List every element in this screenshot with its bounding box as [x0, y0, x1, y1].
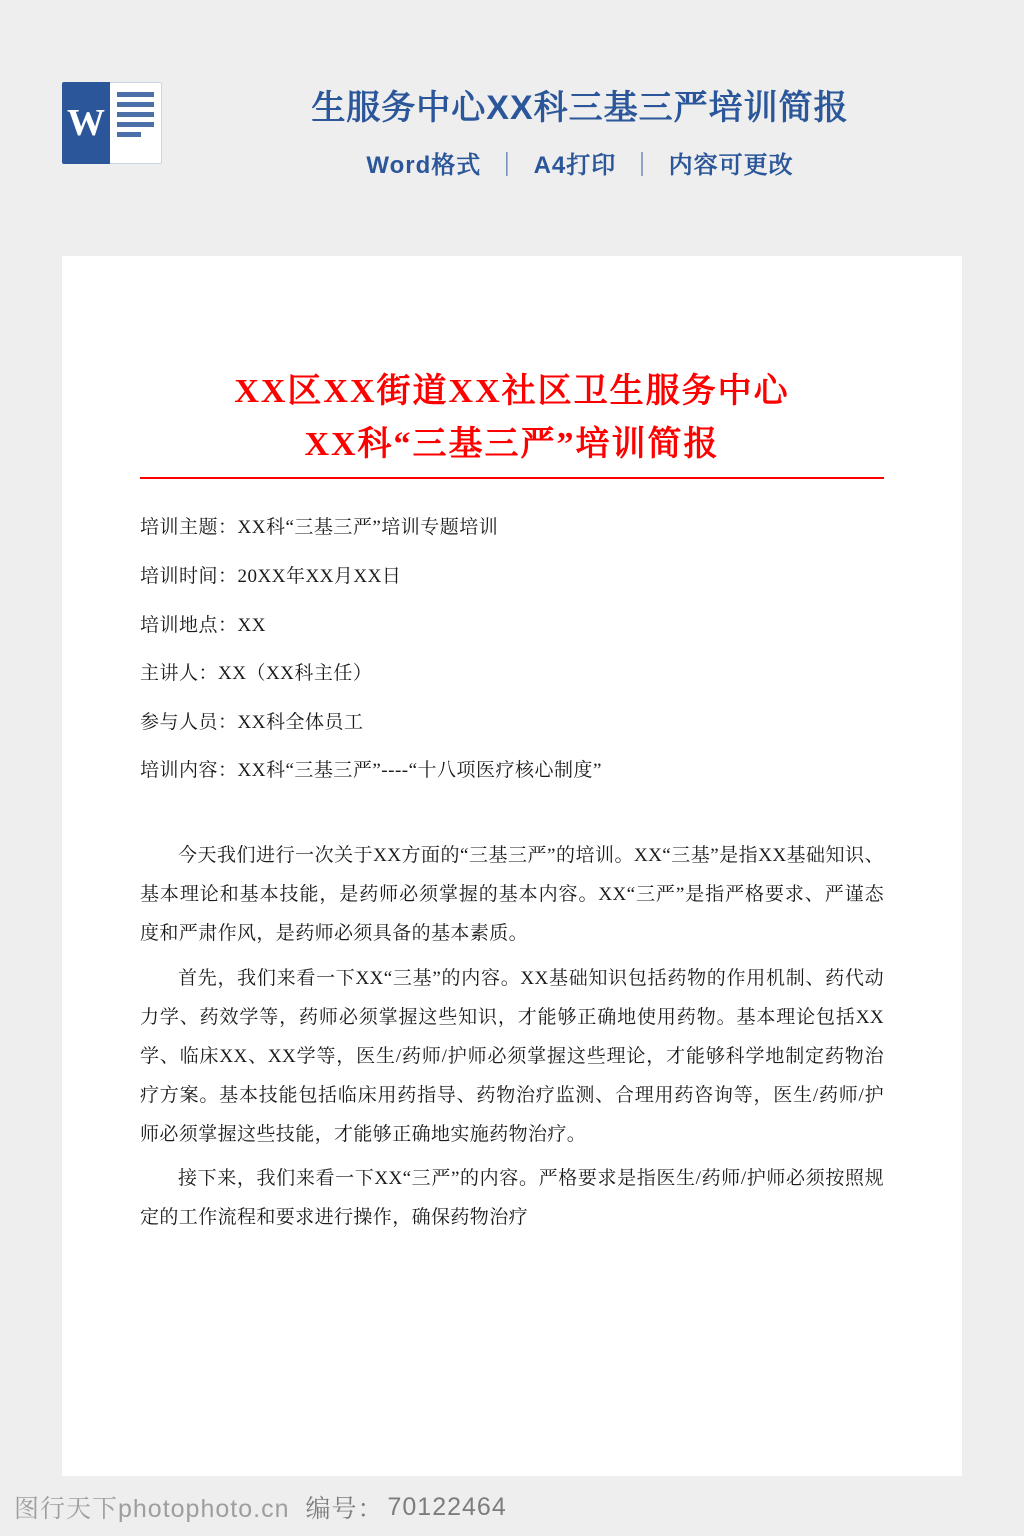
- header-sub-format: Word格式: [366, 151, 482, 179]
- meta-item-topic: 培训主题：XX科“三基三严”培训专题培训: [140, 517, 499, 539]
- header-sub-print: A4打印: [533, 151, 617, 179]
- document-title: [140, 366, 884, 471]
- body-paragraph-3: 接下来，我们来看一下XX“三严”的内容。严格要求是指医生/药师/护师必须按照规定的工作流程和要求进行操作，确保药物治疗: [140, 1168, 884, 1229]
- document-body: [140, 837, 884, 1238]
- header-title: 生服务中心XX科三基三严培训简报: [311, 89, 849, 127]
- watermark-site-name: 图行天下photophoto.cn: [14, 1495, 290, 1523]
- header-text-block: [180, 88, 980, 180]
- word-logo-icon: [62, 82, 162, 164]
- body-paragraph-1: 今天我们进行一次关于XX方面的“三基三严”的培训。XX“三基”是指XX基础知识、基本理论和基本技能，是药师必须掌握的基本内容。XX“三严”是指严格要求、严谨态度和严肃作风，是药师必须具备的基本素质。: [140, 844, 884, 944]
- logo-line: [117, 112, 154, 117]
- word-logo-lines: [110, 82, 162, 164]
- logo-line: [117, 92, 154, 97]
- document-title-line-1: XX区XX街道XX社区卫生服务中心: [234, 373, 790, 410]
- body-paragraph-2: 首先，我们来看一下XX“三基”的内容。XX基础知识包括药物的作用机制、药代动力学、药效学等，药师必须掌握这些知识，才能够正确地使用药物。基本理论包括XX学、临床XX、XX学等，医生/药师/护师必须掌握这些理论，才能够科学地制定药物治疗方案。基本技能包括临床用药指导、药物治疗监测、合理用药咨询等，医生/药师/护师必须掌握这些技能，才能够正确地实施药物治疗。: [140, 967, 884, 1145]
- header-sub-editable: 内容可更改: [668, 151, 794, 179]
- watermark-id-label: 编号：: [305, 1495, 384, 1523]
- header-sub-separator-1: ｜: [494, 151, 520, 179]
- logo-line: [117, 102, 154, 107]
- document-title-line-2: XX科“三基三严”培训简报: [304, 425, 720, 463]
- logo-line: [117, 132, 141, 137]
- watermark-id-value: 70122464: [387, 1492, 507, 1521]
- header-subtitle: [180, 145, 980, 180]
- meta-item-content: 培训内容：XX科“三基三严”----“十八项医疗核心制度”: [140, 760, 602, 782]
- document-page: [62, 256, 962, 1476]
- logo-line: [117, 122, 154, 127]
- title-divider: [140, 477, 884, 479]
- meta-item-speaker: 主讲人：XX（XX科主任）: [140, 663, 373, 685]
- meta-item-place: 培训地点：XX: [140, 614, 266, 636]
- meta-item-time: 培训时间：20XX年XX月XX日: [140, 565, 402, 587]
- word-logo-letter: W: [67, 102, 105, 144]
- training-meta-list: [140, 515, 884, 785]
- header-sub-separator-2: ｜: [629, 151, 655, 179]
- word-logo-letter-block: [62, 82, 110, 164]
- meta-item-participants: 参与人员：XX科全体员工: [140, 711, 364, 733]
- promo-header: [0, 0, 1024, 256]
- footer-watermark: [0, 1478, 1024, 1536]
